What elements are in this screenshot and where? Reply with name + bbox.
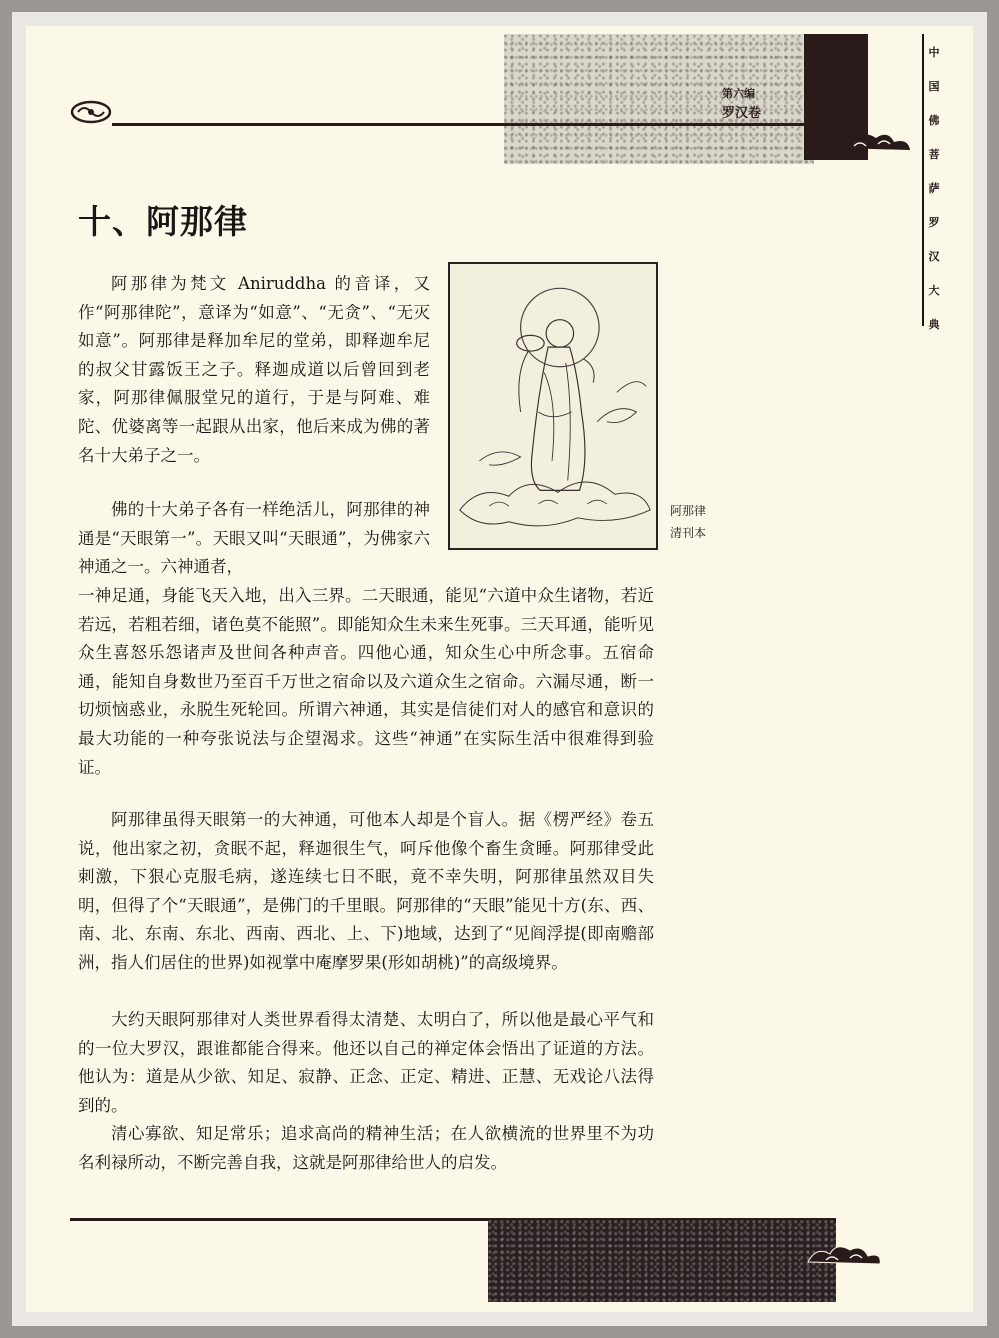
aniruddha-illustration [448, 262, 658, 550]
cloud-ornament-icon [804, 1240, 884, 1270]
caption-line: 清刊本 [670, 526, 707, 540]
side-book-title [923, 36, 945, 342]
page-title: 十、阿那律 [78, 202, 248, 241]
paragraph: 一神足通，身能飞天入地，出入三界。二天眼通，能见“六道中众生诸物，若近若远，若粗若细，诸色莫不能照”。即能知众生未来生死事。三天耳通，能听见众生喜怒乐怨诸声及世间各种声音。四他心通，知众生心中所念事。五宿命通，能知自身数世乃至百千万世之宿命以及六道众生之宿命。六漏尽通，断一切烦恼惑业，永脱生死轮回。所谓六神通，其实是信徒们对人的感官和意识的最大功能的一种夸张说法与企望渴求。这些“神通”在实际生活中很难得到验证。 [78, 586, 654, 777]
side-title-char: 汉 [928, 250, 940, 263]
side-title-char: 菩 [928, 148, 940, 161]
header-rule [112, 123, 812, 126]
section-name: 罗汉卷 [722, 106, 762, 121]
section-label [722, 84, 822, 124]
paragraph: 大约天眼阿那律对人类世界看得太清楚、太明白了，所以他是最心平气和的一位大罗汉，跟谁都能合得来。他还以自己的禅定体会悟出了证道的方法。他认为：道是从少欲、知足、寂静、正念、正定、精进、正慧、无戏论八法得到的。 [78, 1010, 654, 1115]
section-number: 第六编 [722, 87, 755, 100]
paragraph: 阿那律为梵文 Aniruddha 的音译，又作“阿那律陀”，意译为“如意”、“无贪”、“无灭如意”。阿那律是释加牟尼的堂弟，即释迦牟尼的叔父甘露饭王之子。释迦成道以后曾回到老家，阿那律佩服堂兄的道行，于是与阿难、难陀、优婆离等一起跟从出家，他后来成为佛的著名十大弟子之一。 [78, 274, 430, 465]
side-title-char: 罗 [928, 216, 940, 229]
cloud-ornament-icon [834, 128, 914, 156]
swirl-ornament-icon [70, 98, 112, 124]
side-title-char: 中 [928, 46, 940, 59]
side-title-char: 萨 [928, 182, 940, 195]
paragraph: 清心寡欲、知足常乐；追求高尚的精神生活；在人欲横流的世界里不为功名利禄所动，不断完善自我，这就是阿那律给世人的启发。 [78, 1124, 654, 1172]
footer-texture [488, 1220, 836, 1302]
side-title-char: 大 [928, 284, 940, 297]
side-title-char: 典 [928, 318, 940, 331]
paragraph: 阿那律虽得天眼第一的大神通，可他本人却是个盲人。据《楞严经》卷五说，他出家之初，贪眠不起，释迦很生气，呵斥他像个畜生贪睡。阿那律受此刺激，下狠心克服毛病，遂连续七日不眠，竟不幸失明，阿那律虽然双目失明，但得了个“天眼通”，是佛门的千里眼。阿那律的“天眼”能见十方(东、西、南、北、东南、东北、西南、西北、上、下)地域，达到了“见阎浮提(即南赡部洲，指人们居住的世界)如视掌中庵摩罗果(形如胡桃)”的高级境界。 [78, 810, 654, 972]
monk-figure-icon [450, 264, 656, 548]
side-title-char: 佛 [928, 114, 940, 127]
book-page [26, 26, 973, 1312]
figure-caption [670, 500, 706, 544]
caption-line: 阿那律 [670, 504, 707, 518]
paragraph: 佛的十大弟子各有一样绝活儿，阿那律的神通是“天眼第一”。天眼又叫“天眼通”，为佛家六神通之一。六神通者， [78, 500, 430, 577]
side-title-char: 国 [928, 80, 940, 93]
